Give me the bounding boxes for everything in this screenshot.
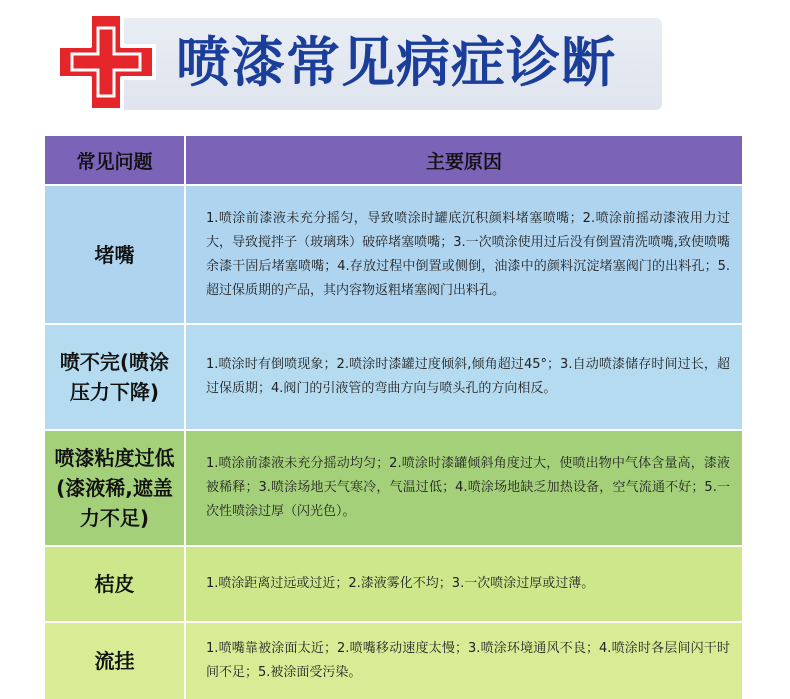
column-header-problem: 常见问题 — [45, 136, 186, 184]
column-header-cause: 主要原因 — [186, 136, 742, 184]
table-row — [45, 325, 742, 429]
header — [0, 0, 790, 130]
table-row — [45, 547, 742, 621]
problem-cell: 堵嘴 — [45, 186, 186, 323]
cause-cell: 1.喷嘴靠被涂面太近；2.喷嘴移动速度太慢；3.喷涂环境通风不良；4.喷涂时各层间闪干时间不足；5.被涂面受污染。 — [206, 641, 730, 680]
table-header — [45, 136, 742, 184]
table-row — [45, 431, 742, 545]
problem-cell: 桔皮 — [45, 547, 186, 621]
problem-cell: 喷漆粘度过低(漆液稀,遮盖力不足) — [45, 431, 186, 545]
problem-cell: 喷不完(喷涂压力下降) — [45, 325, 186, 429]
table-row — [45, 623, 742, 699]
red-cross-icon — [54, 10, 158, 114]
page-title: 喷漆常见病症诊断 — [176, 31, 616, 94]
problem-cell: 流挂 — [45, 623, 186, 699]
table-row — [45, 186, 742, 323]
cause-cell: 1.喷涂距离过远或过近；2.漆液雾化不均；3.一次喷涂过厚或过薄。 — [206, 576, 595, 591]
cause-cell: 1.喷涂时有倒喷现象；2.喷涂时漆罐过度倾斜,倾角超过45°；3.自动喷漆储存时间过长，超过保质期；4.阀门的引液管的弯曲方向与喷头孔的方向相反。 — [206, 357, 730, 396]
diagnosis-table — [45, 136, 742, 699]
cause-cell: 1.喷涂前漆液未充分摇动均匀；2.喷涂时漆罐倾斜角度过大，使喷出物中气体含量高，漆液被稀释；3.喷涂场地天气寒冷，气温过低；4.喷涂场地缺乏加热设备，空气流通不好；5.一次性喷涂过厚（闪光色）。 — [206, 456, 730, 519]
cause-cell: 1.喷涂前漆液未充分摇匀，导致喷涂时罐底沉积颜料堵塞喷嘴；2.喷涂前摇动漆液用力过大，导致搅拌子（玻璃珠）破碎堵塞喷嘴；3.一次喷涂使用过后没有倒置清洗喷嘴,致使喷嘴余漆干固后堵塞喷嘴；4.存放过程中倒置或侧倒，油漆中的颜料沉淀堵塞阀门的出料孔；5.超过保质期的产品，其内容物返粗堵塞阀门出料孔。 — [206, 210, 730, 298]
